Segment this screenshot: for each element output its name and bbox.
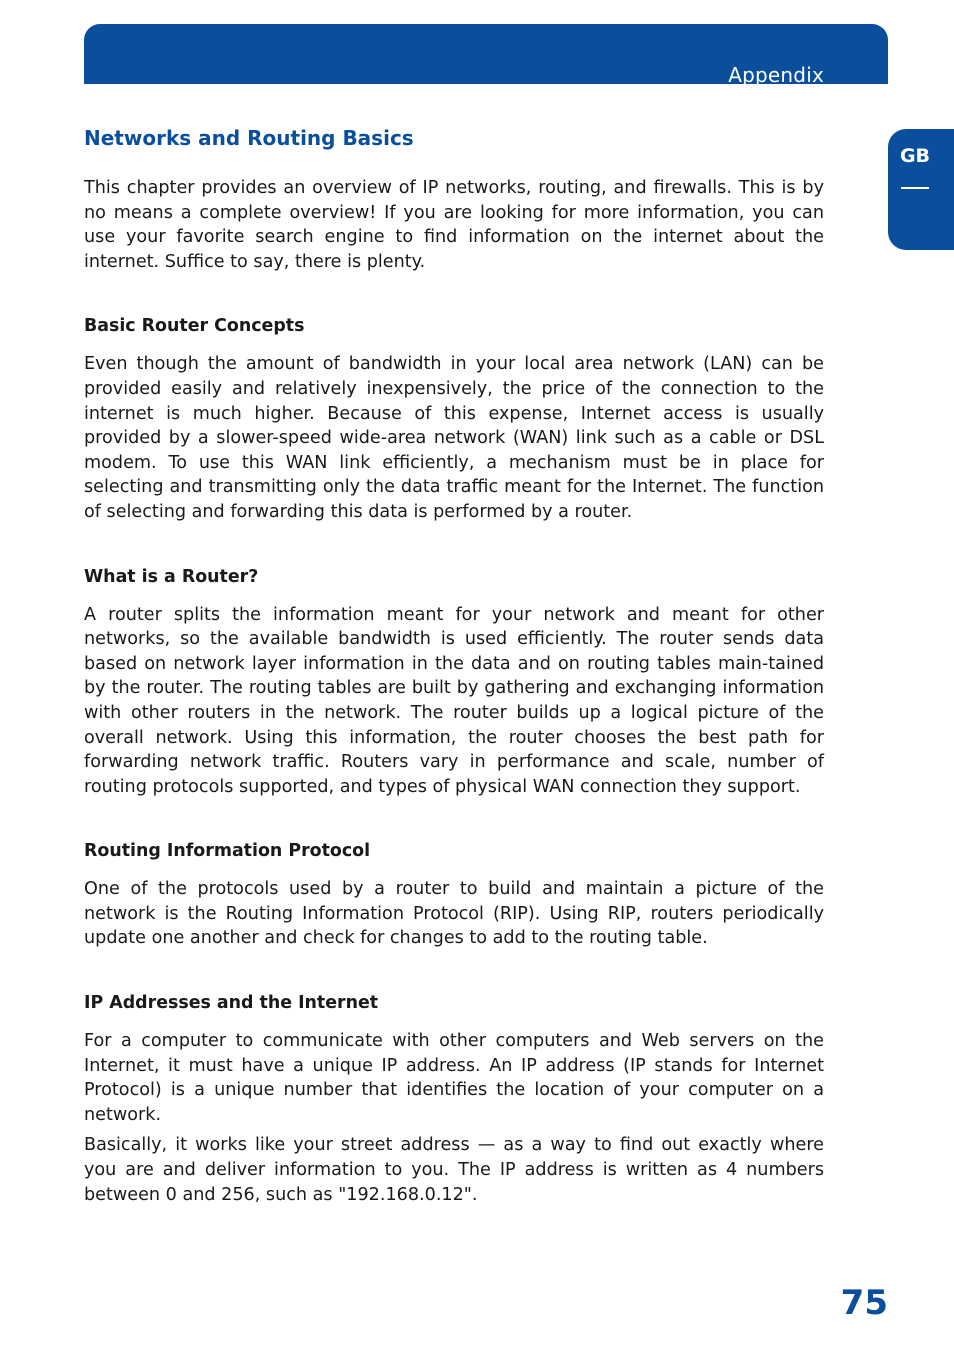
language-tab-label: GB [899, 145, 931, 167]
page-content [84, 124, 824, 1207]
intro-paragraph: This chapter provides an overview of IP networks, routing, and firewalls. This is by no means a complete overview! If you are looking for more information, you can use your favorite search engine to find information on the internet about the internet. Suffice to say, there is plenty. [84, 178, 824, 272]
section-heading-what-is-a-router: What is a Router? [84, 566, 259, 587]
paragraph-what-is-a-router: A router splits the information meant for your network and meant for other networks, so the available bandwidth is used efficiently. The router sends data based on network layer information in the data and on routing tables main-tained by the router. The routing tables are built by gathering and exchanging information with other routers in the network. The router builds up a logical picture of the overall network. Using this information, the router chooses the best path for forwarding network traffic. Routers vary in performance and scale, number of routing protocols supported, and types of physical WAN connection they support. [84, 604, 824, 797]
language-tab-rule [901, 187, 929, 189]
section-heading-basic-router-concepts: Basic Router Concepts [84, 316, 305, 337]
section-heading-ip-addresses: IP Addresses and the Internet [84, 993, 379, 1014]
section-label: Appendix [728, 63, 824, 87]
page-title: Networks and Routing Basics [84, 126, 414, 150]
paragraph-basic-router-concepts: Even though the amount of bandwidth in your local area network (LAN) can be provided easily and relatively inexpensively, the price of the connection to the internet is much higher. Because of this expense, Internet access is usually provided by a slower-speed wide-area network (WAN) link such as a cable or DSL modem. To use this WAN link efficiently, a mechanism must be in place for selecting and transmitting only the data traffic meant for the Internet. The function of selecting and forwarding this data is performed by a router. [84, 354, 824, 522]
paragraph-routing-information-protocol: One of the protocols used by a router to build and maintain a picture of the network is the Routing Information Protocol (RIP). Using RIP, routers periodically update one another and check for changes to add to the routing table. [84, 879, 824, 949]
page-number: 75 [840, 1283, 888, 1323]
language-tab [888, 129, 954, 250]
paragraph-ip-addresses-2: Basically, it works like your street address — as a way to find out exactly where you are and deliver information to you. The IP address is written as 4 numbers between 0 and 256, such as "192.168.0.12". [84, 1135, 824, 1205]
paragraph-ip-addresses-1: For a computer to communicate with other computers and Web servers on the Internet, it must have a unique IP address. An IP address (IP stands for Internet Protocol) is a unique number that identifies the location of your computer on a network. [84, 1031, 824, 1125]
section-heading-routing-information-protocol: Routing Information Protocol [84, 841, 371, 862]
header-bar [84, 24, 888, 87]
